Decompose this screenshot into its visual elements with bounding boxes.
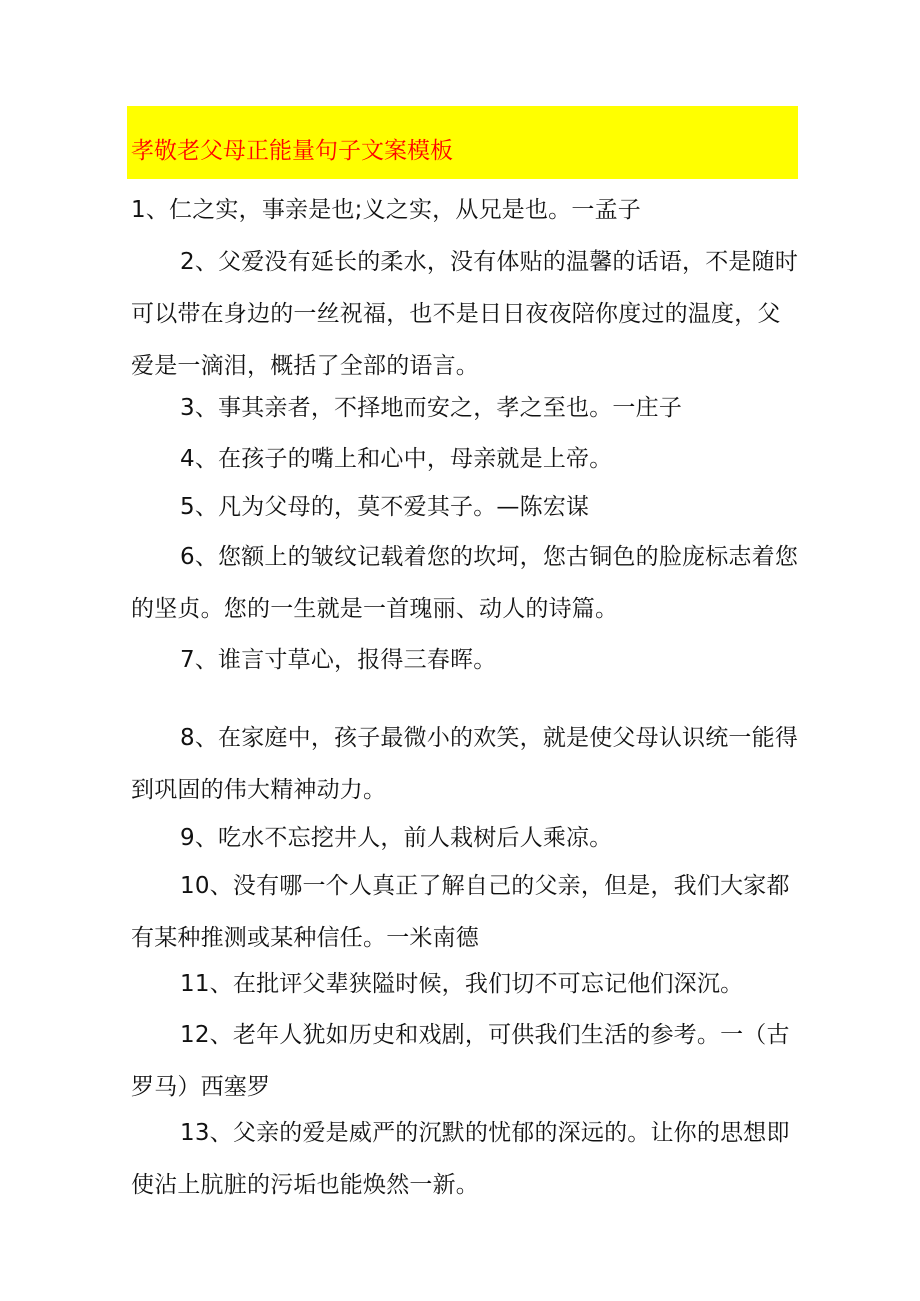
paragraph-6: 6、您额上的皱纹记载着您的坎坷，您古铜色的脸庞标志着您的坚贞。您的一生就是一首瑰丽、动人的诗篇。	[131, 544, 799, 622]
paragraph-5: 5、凡为父母的，莫不爱其子。—陈宏谋	[180, 494, 590, 520]
paragraph-7: 7、谁言寸草心，报得三春晖。	[180, 647, 497, 673]
paragraph-11: 11、在批评父辈狭隘时候，我们切不可忘记他们深沉。	[180, 971, 744, 997]
paragraph-2: 2、父爱没有延长的柔水，没有体贴的温馨的话语，不是随时可以带在身边的一丝祝福，也不是日日夜夜陪你度过的温度，父爱是一滴泪，概括了全部的语言。	[131, 249, 799, 379]
title-highlight	[127, 106, 798, 179]
paragraph-3: 3、事其亲者，不择地而安之，孝之至也。一庄子	[180, 395, 683, 421]
paragraph-8: 8、在家庭中，孩子最微小的欢笑，就是使父母认识统一能得到巩固的伟大精神动力。	[131, 725, 799, 803]
paragraph-1: 1、仁之实，事亲是也;义之实，从兄是也。一孟子	[131, 197, 641, 223]
paragraph-4: 4、在孩子的嘴上和心中，母亲就是上帝。	[180, 446, 613, 472]
paragraph-12: 12、老年人犹如历史和戏剧，可供我们生活的参考。一（古罗马）西塞罗	[131, 1022, 790, 1100]
paragraph-9: 9、吃水不忘挖井人，前人栽树后人乘凉。	[180, 825, 613, 851]
paragraph-13: 13、父亲的爱是威严的沉默的忧郁的深远的。让你的思想即使沾上肮脏的污垢也能焕然一新。	[131, 1120, 790, 1198]
paragraph-10: 10、没有哪一个人真正了解自己的父亲，但是，我们大家都有某种推测或某种信任。一米南德	[131, 873, 790, 951]
document-title: 孝敬老父母正能量句子文案模板	[131, 138, 453, 164]
